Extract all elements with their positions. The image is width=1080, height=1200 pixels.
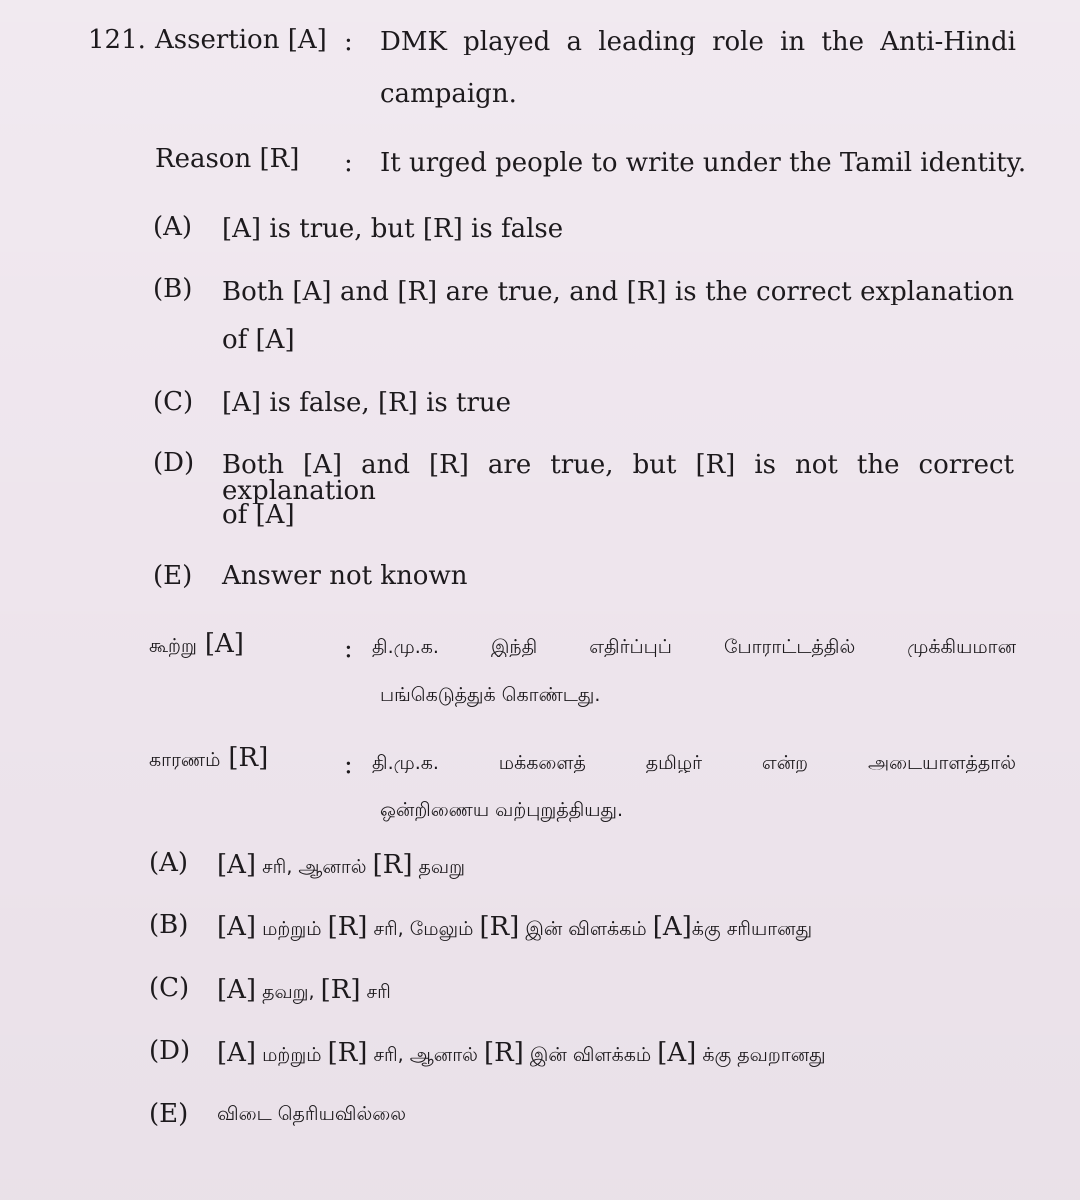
- reason-colon: :: [344, 148, 353, 178]
- tamil-option-d-part-5: [R]: [483, 1038, 524, 1068]
- tamil-option-a-text: [217, 852, 465, 878]
- tamil-option-e-text: விடை தெரியவில்லை: [217, 1103, 407, 1125]
- tamil-reason-text-line-1: தி.மு.க. மக்களைத் தமிழர் என்ற அடையாளத்தால்: [372, 754, 1016, 773]
- tamil-option-c-part-2: தவறு,: [256, 981, 321, 1003]
- option-d-text-line-1: Both [A] and [R] are true, but [R] is not the correct explanation: [222, 452, 1014, 504]
- tamil-option-d-part-2: மற்றும்: [256, 1044, 328, 1066]
- tamil-option-b-part-8: க்கு சரியானது: [691, 918, 813, 940]
- option-e-text: Answer not known: [222, 561, 468, 591]
- assertion-text-line-2: campaign.: [380, 79, 517, 109]
- assertion-text-line-1: DMK played a leading role in the Anti-Hindi: [380, 29, 1016, 55]
- tamil-assertion-label-word: கூற்று: [149, 635, 197, 657]
- tamil-option-b-letter: (B): [149, 910, 189, 940]
- reason-text: It urged people to write under the Tamil identity.: [380, 148, 1027, 178]
- option-e-letter: (E): [153, 561, 193, 591]
- option-b-text-line-2: of [A]: [222, 325, 295, 355]
- option-a-letter: (A): [153, 212, 193, 242]
- tamil-reason-label: [149, 745, 268, 771]
- tamil-option-d-text: [217, 1040, 826, 1066]
- tamil-reason-label-tag: [R]: [228, 743, 269, 773]
- tamil-assertion-label: [149, 631, 244, 657]
- tamil-option-c-part-3: [R]: [320, 975, 361, 1005]
- tamil-assertion-text-line-1: தி.மு.க. இந்தி எதிர்ப்புப் போராட்டத்தில் முக்கியமான: [372, 638, 1016, 657]
- tamil-option-a-letter: (A): [149, 848, 189, 878]
- tamil-option-d-part-8: க்கு தவறானது: [696, 1044, 826, 1066]
- tamil-option-d-letter: (D): [149, 1036, 191, 1066]
- tamil-option-c-text: [217, 977, 391, 1003]
- tamil-option-a-part-2: சரி, ஆனால்: [256, 856, 373, 878]
- tamil-option-b-part-2: மற்றும்: [256, 918, 328, 940]
- tamil-assertion-text-line-2: பங்கெடுத்துக் கொண்டது.: [380, 684, 601, 706]
- assertion-label: Assertion [A]: [155, 25, 327, 55]
- tamil-reason-label-word: காரணம்: [149, 749, 221, 771]
- option-d-text-line-2: of [A]: [222, 500, 295, 530]
- tamil-option-c-part-1: [A]: [217, 975, 257, 1005]
- tamil-option-c-letter: (C): [149, 973, 190, 1003]
- tamil-option-b-part-1: [A]: [217, 912, 257, 942]
- tamil-option-d-part-7: [A]: [657, 1038, 697, 1068]
- tamil-option-b-part-6: இன் விளக்கம்: [519, 918, 653, 940]
- tamil-option-d-part-6: இன் விளக்கம்: [523, 1044, 658, 1066]
- option-c-text: [A] is false, [R] is true: [222, 388, 512, 418]
- tamil-option-c-part-4: சரி: [360, 981, 391, 1003]
- tamil-option-b-part-4: சரி, மேலும்: [367, 918, 480, 940]
- tamil-option-b-part-3: [R]: [327, 912, 368, 942]
- tamil-reason-text-line-2: ஒன்றிணைய வற்புறுத்தியது.: [380, 799, 624, 821]
- tamil-option-a-part-3: [R]: [372, 850, 413, 880]
- question-number: 121.: [88, 25, 146, 55]
- option-b-letter: (B): [153, 274, 193, 304]
- tamil-option-b-text: [217, 914, 812, 940]
- tamil-option-d-part-4: சரி, ஆனால்: [367, 1044, 484, 1066]
- tamil-option-e-letter: (E): [149, 1099, 189, 1129]
- tamil-option-b-part-5: [R]: [479, 912, 520, 942]
- assertion-colon: :: [344, 27, 353, 57]
- option-b-text-line-1: Both [A] and [R] are true, and [R] is the correct explanation: [222, 279, 1014, 305]
- tamil-option-a-part-4: தவறு: [412, 856, 465, 878]
- tamil-reason-colon: :: [344, 750, 353, 780]
- option-a-text: [A] is true, but [R] is false: [222, 214, 564, 244]
- tamil-assertion-label-tag: [A]: [204, 629, 244, 659]
- tamil-option-a-part-1: [A]: [217, 850, 257, 880]
- tamil-option-b-part-7: [A]: [652, 912, 692, 942]
- option-c-letter: (C): [153, 387, 194, 417]
- reason-label: Reason [R]: [155, 144, 300, 174]
- tamil-option-d-part-3: [R]: [327, 1038, 368, 1068]
- tamil-assertion-colon: :: [344, 634, 353, 664]
- option-d-letter: (D): [153, 448, 195, 478]
- tamil-option-d-part-1: [A]: [217, 1038, 257, 1068]
